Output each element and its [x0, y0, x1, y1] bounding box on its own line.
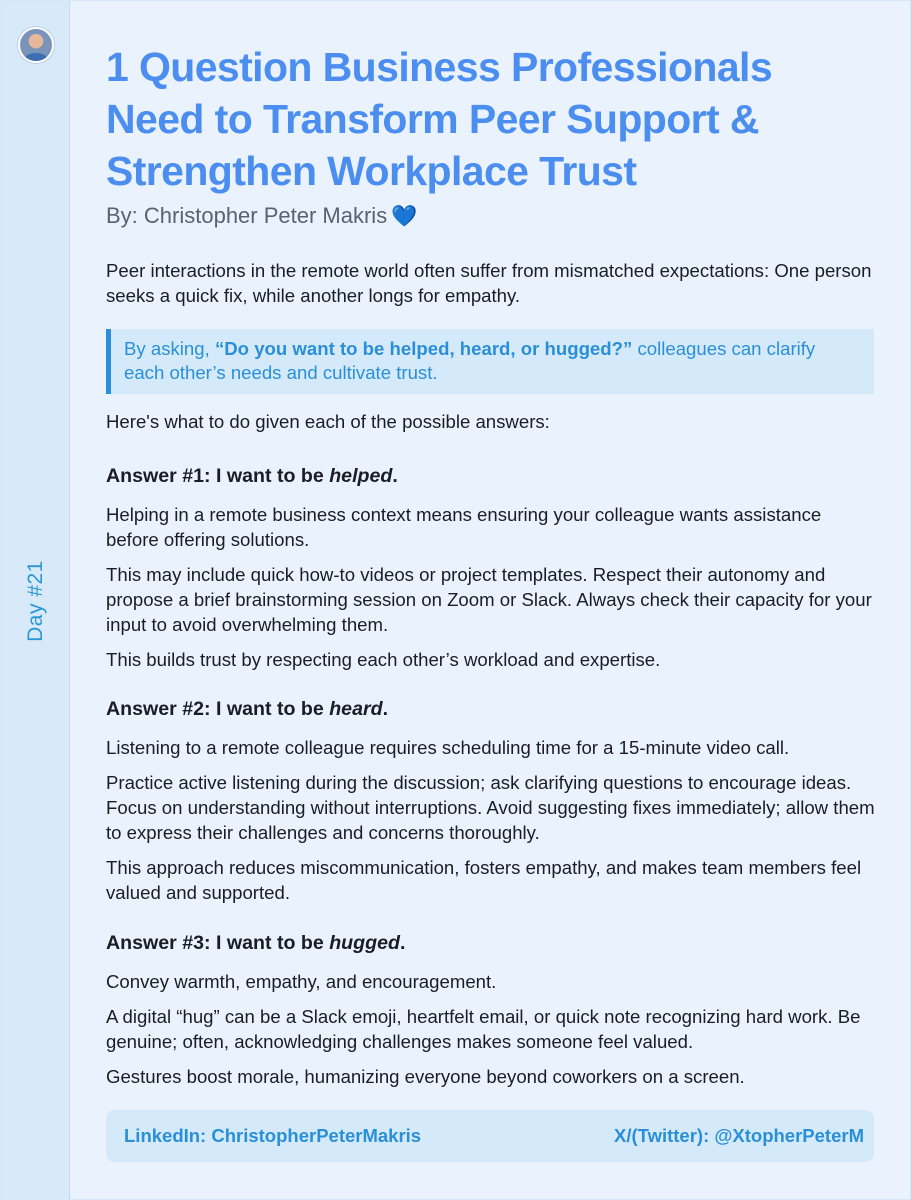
- intro-paragraph: Peer interactions in the remote world often suffer from mismatched expectations: One person seeks a quick fix, while another longs for empathy.: [106, 260, 872, 306]
- avatar-shirt: [24, 53, 48, 63]
- blue-heart-icon: 💙: [391, 205, 418, 228]
- answer-1-paragraph: Helping in a remote business context means ensuring your colleague wants assistance before offering solutions.: [106, 504, 822, 550]
- byline: [106, 201, 876, 232]
- page-title: 1 Question Business Professionals Need to Transform Peer Support & Strengthen Workplace Trust: [106, 44, 773, 194]
- answer-2-heading: [106, 696, 876, 722]
- answer-1-paragraph: This may include quick how-to videos or project templates. Respect their autonomy and propose a brief brainstorming session on Zoom or Slack. Always check their capacity for your input to avoid overwhelming them.: [106, 564, 872, 635]
- day-label: Day #21: [24, 560, 47, 642]
- post-content: [106, 41, 876, 1089]
- answer-2-heading-emphasis: heard: [329, 698, 383, 720]
- social-footer: [106, 1110, 874, 1162]
- answer-3-heading: [106, 930, 876, 956]
- answer-1-heading-emphasis: helped: [329, 465, 393, 487]
- answer-3-heading-emphasis: hugged: [329, 932, 400, 954]
- answer-3-heading-suffix: .: [399, 932, 406, 954]
- answer-3-paragraph: Convey warmth, empathy, and encouragement.: [106, 971, 497, 992]
- answer-2-heading-suffix: .: [382, 698, 389, 720]
- lead-paragraph: Here's what to do given each of the possible answers:: [106, 411, 550, 432]
- answer-3-paragraph: Gestures boost morale, humanizing everyone beyond coworkers on a screen.: [106, 1066, 745, 1087]
- author-avatar: [18, 27, 54, 63]
- answer-1-heading-suffix: .: [392, 465, 398, 487]
- answer-1-paragraph: This builds trust by respecting each other’s workload and expertise.: [106, 649, 661, 670]
- answer-2-paragraph: This approach reduces miscommunication, fosters empathy, and makes team members feel valued and supported.: [106, 857, 862, 903]
- twitter-link[interactable]: X/(Twitter): @XtopherPeterM: [614, 1125, 864, 1146]
- callout-suffix: colleagues can clarify each other’s needs and cultivate trust.: [124, 338, 816, 383]
- side-strip: [1, 1, 70, 1200]
- callout-prefix: By asking,: [124, 338, 215, 359]
- key-question-callout: [106, 329, 874, 394]
- callout-question: “Do you want to be helped, heard, or hugged?”: [214, 338, 633, 359]
- answer-3-paragraph: A digital “hug” can be a Slack emoji, heartfelt email, or quick note recognizing hard work. Be genuine; often, acknowledging challenges makes someone feel valued.: [106, 1006, 861, 1052]
- answer-2-paragraph: Listening to a remote colleague requires scheduling time for a 15-minute video call.: [106, 737, 790, 758]
- byline-text: By: Christopher Peter Makris: [106, 203, 388, 228]
- answer-2-paragraph: Practice active listening during the discussion; ask clarifying questions to encourage ideas. Focus on understanding without interruptions. Avoid suggesting fixes immediately; allow them to express their challenges and concerns thoroughly.: [106, 772, 875, 843]
- answer-1-heading: [106, 463, 876, 489]
- answer-1-heading-prefix: Answer #1: I want to be: [106, 465, 330, 487]
- linkedin-link[interactable]: LinkedIn: ChristopherPeterMakris: [124, 1125, 422, 1146]
- answer-3-heading-prefix: Answer #3: I want to be: [106, 932, 330, 954]
- answer-2-heading-prefix: Answer #2: I want to be: [106, 698, 330, 720]
